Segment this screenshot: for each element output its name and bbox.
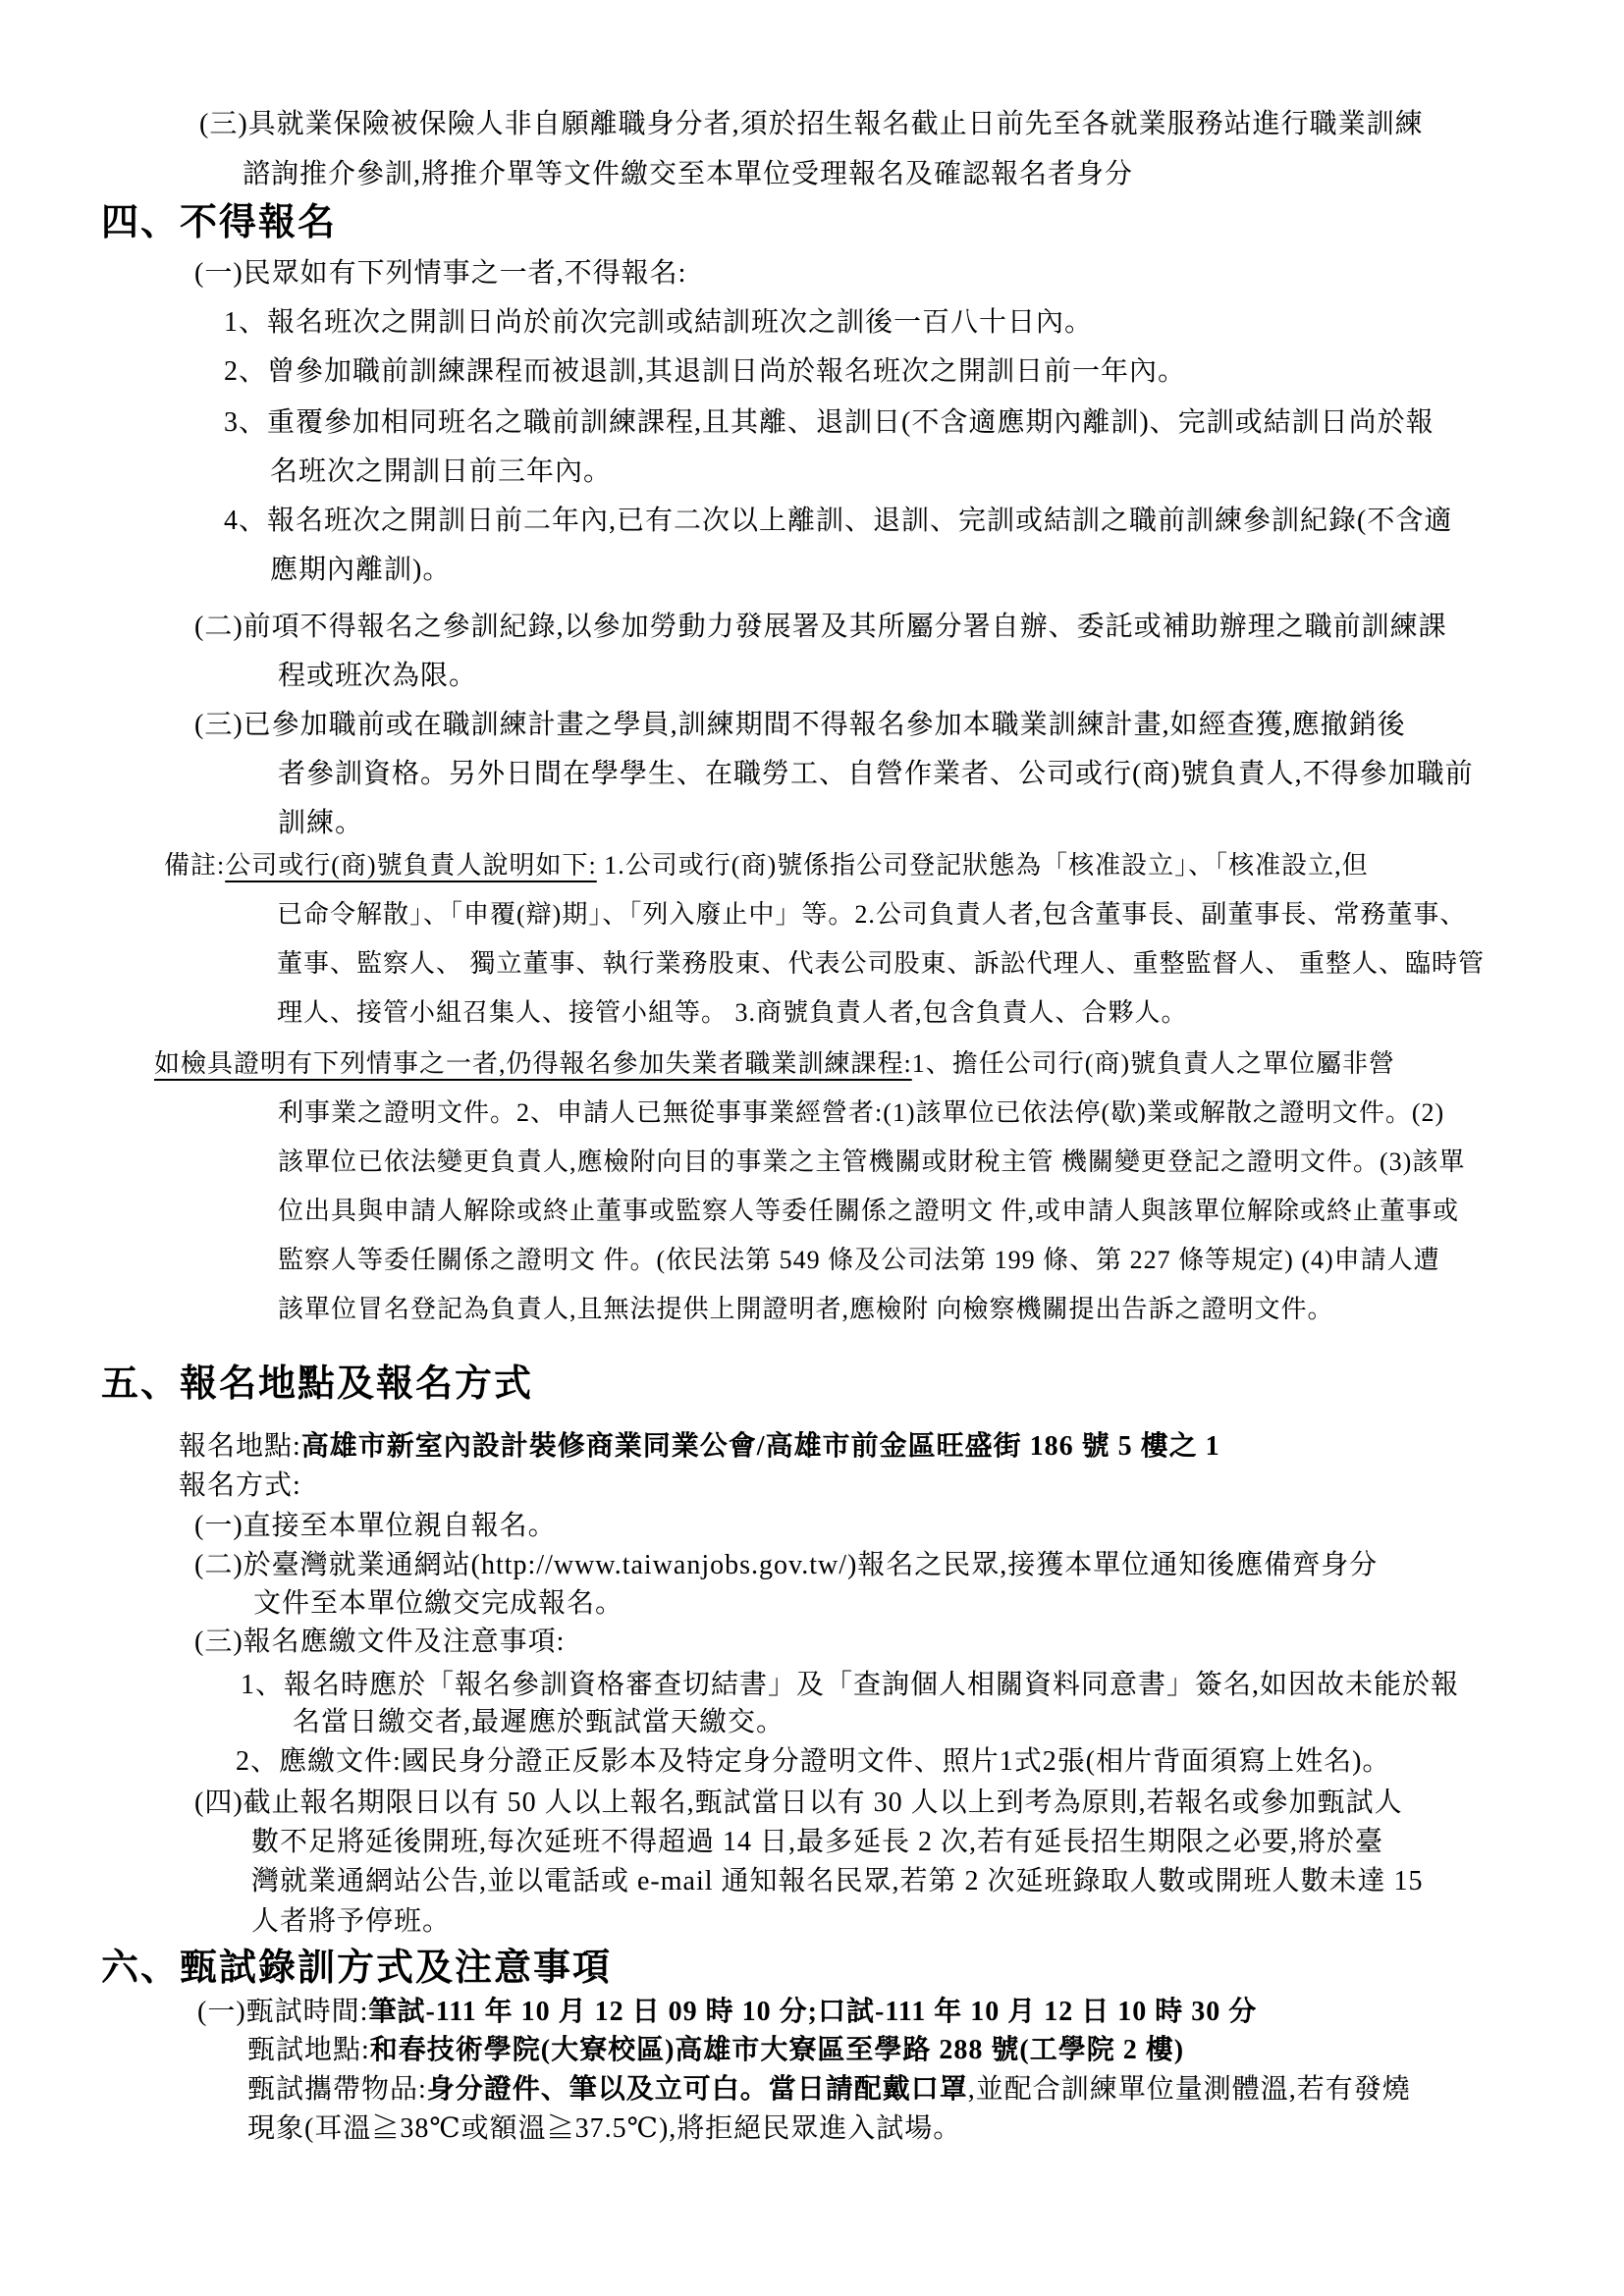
text-segment: 灣就業通網站公告,並以電話或 e-mail 通知報名民眾,若第 2 次延班錄取人數或開班人數未達 15 [251, 1866, 1424, 1896]
text-segment: 程或班次為限。 [278, 661, 478, 691]
section-5-item-4-line-4 [251, 1905, 451, 1939]
underlined-text: 公司或行(商)號負責人說明如下: [225, 851, 597, 880]
text-segment: (三)具就業保險被保險人非自願離職身分者,須於招生報名截止日前先至各就業服務站進行職業訓練 [199, 109, 1424, 139]
exam-location-line [247, 2034, 1184, 2067]
section-4-item-2-line-2 [278, 660, 477, 693]
section-4-item-3-line-1 [194, 709, 1406, 742]
section-5-item-3-sub-1-line-1 [241, 1669, 1459, 1702]
text-segment: 四、不得報名 [101, 202, 338, 243]
section-5-item-4-line-1 [194, 1787, 1403, 1820]
underlined-text: 如檢具證明有下列情事之一者,仍得報名參加失業者職業訓練課程: [154, 1049, 912, 1078]
text-segment: 應期內離訓)。 [270, 555, 452, 585]
text-segment: 名當日繳交者,最遲應於甄試當天繳交。 [293, 1707, 785, 1737]
text-segment: 該單位已依法變更負責人,應檢附向目的事業之主管機關或財稅主管 機關變更登記之證明文件。(3)該單 [278, 1148, 1466, 1176]
section-4-item-1-sub-3-line-1 [224, 406, 1435, 440]
text-segment: 已命令解散」、「申覆(辯)期」、「列入廢止中」等。2.公司負責人者,包含董事長、副董事長、常務董事、 [277, 900, 1467, 929]
bold-text: 筆試-111 年 10 月 12 日 09 時 10 分;口試-111 年 10 月 12 日 10 時 30 分 [368, 1997, 1258, 2027]
text-segment: 六、甄試錄訓方式及注意事項 [101, 1948, 613, 1989]
text-segment: (二)前項不得報名之參訓紀錄,以參加勞動力發展署及其所屬分署自辦、委託或補助辦理之職前訓練課 [194, 612, 1447, 642]
text-segment: (三)已參加職前或在職訓練計畫之學員,訓練期間不得報名參加本職業訓練計畫,如經查獲,應撤銷後 [194, 710, 1406, 740]
remark-line-4 [277, 997, 1188, 1028]
text-segment: 文件至本單位繳交完成報名。 [253, 1588, 624, 1619]
text-segment: ,並配合訓練單位量測體溫,若有發燒 [967, 2074, 1411, 2105]
text-segment: (四)截止報名期限日以有 50 人以上報名,甄試當日以有 30 人以上到考為原則,若報名或參加甄試人 [194, 1788, 1403, 1818]
section-5-heading [101, 1362, 533, 1408]
text-segment: 4、報名班次之開訓日前二年內,已有二次以上離訓、退訓、完訓或結訓之職前訓練參訓紀錄(不含適 [224, 506, 1453, 536]
section-5-item-3-sub-2 [236, 1745, 1390, 1779]
bold-text: 和春技術學院(大寮校區)高雄市大寮區至學路 288 號(工學院 2 樓) [369, 2035, 1185, 2065]
text-segment: 報名方式: [179, 1470, 301, 1501]
text-segment: 1、擔任公司行(商)號負責人之單位屬非營 [911, 1049, 1396, 1078]
exam-fever-line [247, 2112, 961, 2146]
section-5-item-4-line-3 [251, 1865, 1424, 1898]
section-5-item-3-sub-1-line-2 [293, 1706, 785, 1739]
text-segment: 備註: [164, 851, 226, 880]
section-5-item-4-line-2 [251, 1826, 1383, 1859]
section-5-item-2-line-2 [253, 1587, 623, 1621]
text-segment: 五、報名地點及報名方式 [101, 1363, 534, 1405]
text-segment: (二)於臺灣就業通網站(http://www.taiwanjobs.gov.tw/)報名之民眾,接獲本單位通知後應備齊身分 [194, 1550, 1379, 1580]
section-4-item-3-line-3 [278, 807, 363, 840]
text-segment: 2、曾參加職前訓練課程而被退訓,其退訓日尚於報名班次之開訓日前一年內。 [224, 356, 1187, 387]
para-3-continued-line-2 [243, 158, 1133, 191]
text-segment: (三)報名應繳文件及注意事項: [194, 1627, 566, 1657]
section-4-item-1-sub-4-line-2 [270, 554, 451, 587]
section-5-item-3 [194, 1626, 565, 1659]
text-segment: 諮詢推介參訓,將推介單等文件繳交至本單位受理報名及確認報名者身分 [243, 159, 1134, 189]
text-segment: 2、應繳文件:國民身分證正反影本及特定身分證明文件、照片1式2張(相片背面須寫上姓名)。 [236, 1746, 1391, 1777]
section-5-item-1 [194, 1510, 557, 1543]
remark-line-2 [277, 899, 1466, 930]
text-segment: 理人、接管小組召集人、接管小組等。 3.商號負責人者,包含負責人、合夥人。 [277, 998, 1188, 1027]
text-segment: 位出具與申請人解除或終止董事或監察人等委任關係之證明文 件,或申請人與該單位解除或終止董事或 [278, 1197, 1460, 1225]
remark-line-3 [277, 948, 1485, 979]
text-segment: 利事業之證明文件。2、申請人已無從事事業經營者:(1)該單位已依法停(歇)業或解散之證明文件。(2) [278, 1098, 1445, 1127]
bold-text: 身分證件、筆以及立可白。當日請配戴口罩 [426, 2074, 968, 2105]
text-segment: 3、重覆參加相同班名之職前訓練課程,且其離、退訓日(不含適應期內離訓)、完訓或結訓日尚於報 [224, 407, 1435, 438]
proof-line-3 [278, 1147, 1465, 1177]
registration-method-label [179, 1469, 301, 1503]
text-segment: 報名地點: [179, 1431, 301, 1462]
text-segment: 甄試地點: [247, 2035, 370, 2065]
text-segment: 董事、監察人、 獨立董事、執行業務股東、代表公司股東、訴訟代理人、重整監督人、 重整人、臨時管 [277, 949, 1486, 978]
registration-location-line [179, 1430, 1220, 1464]
text-segment: 名班次之開訓日前三年內。 [270, 456, 613, 487]
text-segment: 者參訓資格。另外日間在學學生、在職勞工、自營作業者、公司或行(商)號負責人,不得參加職前 [278, 759, 1474, 789]
section-6-heading [101, 1947, 612, 1992]
section-4-item-2-line-1 [194, 611, 1447, 644]
remark-line-1 [164, 850, 1369, 881]
text-segment: 現象(耳溫≧38℃或額溫≧37.5℃),將拒絕民眾進入試場。 [247, 2113, 962, 2144]
section-5-item-2-line-1 [194, 1549, 1378, 1582]
bold-text: 高雄市新室內設計裝修商業同業公會/高雄市前金區旺盛街 186 號 5 樓之 1 [300, 1431, 1220, 1462]
proof-line-1 [154, 1048, 1395, 1079]
exam-items-line [247, 2073, 1411, 2107]
text-segment: 1、報名班次之開訓日尚於前次完訓或結訓班次之訓後一百八十日內。 [224, 307, 1094, 338]
text-segment: (一)民眾如有下列情事之一者,不得報名: [194, 258, 687, 289]
text-segment: (一)甄試時間: [197, 1997, 369, 2027]
section-4-item-1 [194, 257, 686, 291]
section-4-item-1-sub-3-line-2 [270, 455, 612, 489]
proof-line-5 [278, 1245, 1440, 1275]
section-4-item-3-line-2 [278, 758, 1474, 791]
text-segment: 人者將予停班。 [251, 1906, 452, 1937]
proof-line-6 [278, 1294, 1334, 1324]
text-segment: 該單位冒名登記為負責人,且無法提供上開證明者,應檢附 向檢察機關提出告訴之證明文件。 [278, 1295, 1334, 1323]
section-4-heading [101, 201, 337, 246]
text-segment: 1、報名時應於「報名參訓資格審查切結書」及「查詢個人相關資料同意書」簽名,如因故未能於報 [241, 1670, 1460, 1700]
proof-line-2 [278, 1097, 1444, 1128]
text-segment: 1.公司或行(商)號係指公司登記狀態為「核准設立」、「核准設立,但 [596, 851, 1369, 880]
section-4-item-1-sub-2 [224, 355, 1186, 389]
text-segment: (一)直接至本單位親自報名。 [194, 1511, 557, 1541]
proof-line-4 [278, 1196, 1459, 1226]
para-3-continued-line-1 [199, 108, 1424, 141]
text-segment: 甄試攜帶物品: [247, 2074, 427, 2105]
text-segment: 數不足將延後開班,每次延班不得超過 14 日,最多延長 2 次,若有延長招生期限之必要,將於臺 [251, 1827, 1384, 1857]
section-4-item-1-sub-1 [224, 306, 1093, 340]
exam-time-line [197, 1996, 1257, 2029]
text-segment: 監察人等委任關係之證明文 件。(依民法第 549 條及公司法第 199 條、第 227 條等規定) (4)申請人遭 [278, 1246, 1440, 1274]
section-4-item-1-sub-4-line-1 [224, 505, 1452, 538]
text-segment: 訓練。 [278, 808, 364, 838]
